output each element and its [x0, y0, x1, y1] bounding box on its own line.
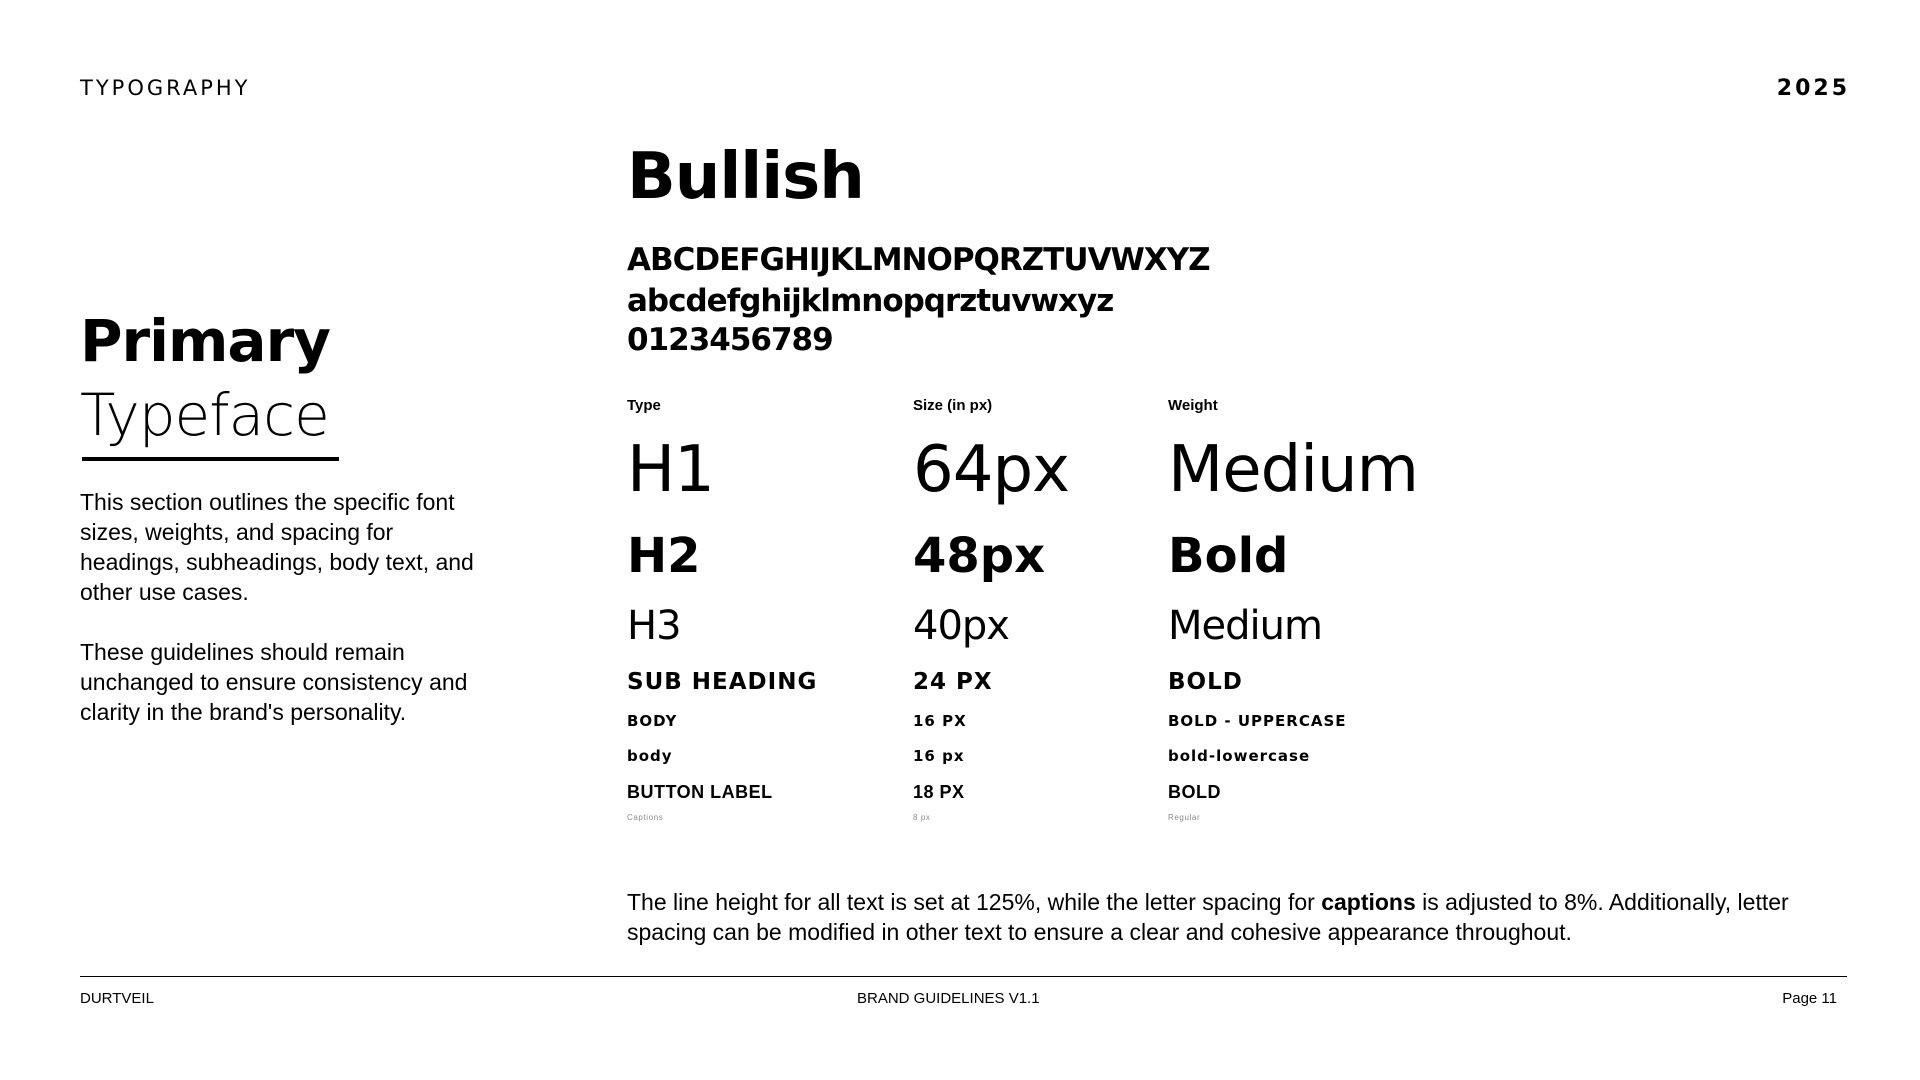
row-h3-size: 40px	[913, 603, 1009, 649]
note-text-after: is adjusted to 8%. Additionally, letter spacing can be modified in other text to ensure a clear and cohesive appearance throughout.	[627, 889, 1789, 945]
row-body-lower-size: 16 px	[913, 747, 965, 765]
row-h3-type: H3	[627, 603, 681, 649]
description-paragraph-2: These guidelines should remain unchanged to ensure consistency and clarity in the brand's personality.	[80, 639, 468, 725]
title-typeface: Typeface	[80, 381, 329, 449]
footer-brand: DURTVEIL	[80, 990, 154, 1007]
title-underline	[82, 457, 339, 461]
note-bold-word: captions	[1321, 889, 1416, 915]
row-subheading-weight: BOLD	[1168, 669, 1243, 695]
row-h2-size: 48px	[913, 528, 1046, 584]
header-size: Size (in px)	[913, 397, 993, 414]
row-subheading-size: 24 PX	[913, 669, 993, 695]
footer-page-number: Page 11	[1782, 990, 1837, 1007]
line-height-note	[627, 887, 1867, 947]
row-button-label-type: BUTTON LABEL	[627, 782, 773, 802]
glyphs-lowercase: abcdefghijklmnopqrztuvwxyz	[627, 283, 1114, 319]
row-captions-size: 8 px	[913, 813, 931, 822]
description-paragraph-1: This section outlines the specific font sizes, weights, and spacing for headings, subheadings, body text, and other use cases.	[80, 489, 474, 605]
row-subheading-type: SUB HEADING	[627, 669, 818, 695]
row-h2-weight: Bold	[1168, 528, 1289, 584]
year-label: 2025	[1776, 76, 1850, 101]
row-captions-type: Captions	[627, 813, 664, 822]
font-name: Bullish	[627, 140, 864, 214]
row-h1-weight: Medium	[1168, 433, 1418, 507]
row-captions-weight: Regular	[1168, 813, 1201, 822]
row-h3-weight: Medium	[1168, 603, 1322, 649]
footer-document-title: BRAND GUIDELINES V1.1	[857, 990, 1040, 1007]
row-button-label-weight: BOLD	[1168, 782, 1221, 802]
title-primary: Primary	[80, 307, 330, 375]
row-h2-type: H2	[627, 528, 701, 584]
header-type: Type	[627, 397, 661, 414]
glyphs-uppercase: ABCDEFGHIJKLMNOPQRZTUVWXYZ	[627, 242, 1210, 278]
row-body-lower-type: body	[627, 747, 673, 765]
note-text-before: The line height for all text is set at 125%, while the letter spacing for	[627, 889, 1322, 915]
row-body-lower-weight: bold-lowercase	[1168, 747, 1311, 765]
row-body-upper-weight: BOLD - UPPERCASE	[1168, 712, 1347, 730]
row-h1-type: H1	[627, 433, 714, 507]
header-weight: Weight	[1168, 397, 1218, 414]
row-h1-size: 64px	[913, 433, 1069, 507]
row-body-upper-type: BODY	[627, 712, 678, 730]
row-body-upper-size: 16 PX	[913, 712, 967, 730]
glyphs-digits: 0123456789	[627, 322, 833, 358]
footer-divider	[80, 976, 1847, 977]
row-button-label-size: 18 PX	[913, 782, 965, 802]
section-label: TYPOGRAPHY	[80, 76, 251, 100]
